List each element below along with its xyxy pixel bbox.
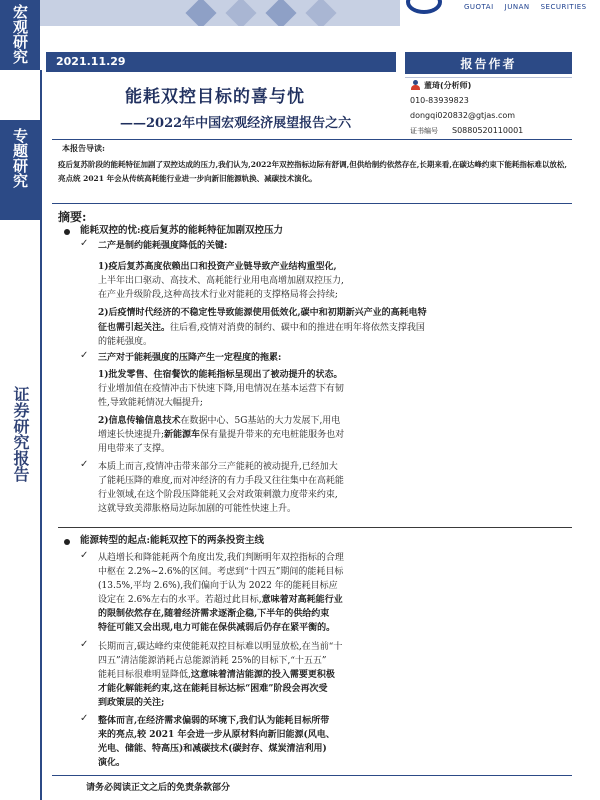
section-divider xyxy=(58,527,572,528)
paragraph-line: 行业领域,在这个阶段压降能耗又会对政策刺激力度带来约束, xyxy=(98,490,338,500)
author-divider xyxy=(405,77,572,78)
analyst-email[interactable]: dongqi020832@gtjas.com xyxy=(410,111,516,120)
company-logo xyxy=(400,0,600,16)
body-text: 往后看,疫情对消费的制约、碳中和的推进在明年将依然支撑我国的能耗强度。 xyxy=(98,322,425,347)
paragraph-line: 行业增加值在疫情冲击下快速下降,用电情况在基本运营下有韧 xyxy=(98,384,344,394)
check-icon: ✓ xyxy=(80,550,89,561)
cert-number: S0880520110001 xyxy=(452,126,524,135)
paragraph-line: 用电带来了支撑。 xyxy=(98,444,171,454)
emphasis-text: 这意味着清洁能源的投入需要更积极 xyxy=(190,670,335,680)
body-text: 增速长快速提升; xyxy=(98,430,165,440)
paragraph xyxy=(98,306,428,350)
sidebar-category-special xyxy=(0,120,40,220)
paragraph-line: 了能耗压降的难度,而对冲经济的有力手段又往往集中在高耗能 xyxy=(98,476,344,486)
sidebar-category-report xyxy=(0,360,40,490)
paragraph-line: 中枢在 2.2%~2.6%的区间。考虑到“十四五”期间的能耗目标 xyxy=(98,567,344,577)
logo-ring-icon xyxy=(406,0,442,14)
paragraph-line: 长期而言,碳达峰约束使能耗双控目标难以明显放松,在当前“十 xyxy=(98,642,343,652)
body-text: 设定在 2.6%左右的水平。若超过此目标, xyxy=(98,595,262,605)
paragraph-line: 性,导致能耗情况大幅提升; xyxy=(98,398,203,408)
paragraph-line xyxy=(98,414,340,429)
paragraph-line: 到政策层的关注; xyxy=(98,698,165,708)
abstract-title: 摘要: xyxy=(58,210,87,224)
cert-label: 证书编号 xyxy=(410,127,438,135)
check-icon: ✓ xyxy=(80,713,89,724)
emphasis-text: 意味着对高耗能行业 xyxy=(261,595,343,605)
diamond-decoration-icon xyxy=(265,0,296,26)
report-date: 2021.11.29 xyxy=(46,52,396,72)
subsection-heading: 三产对于能耗强度的压降产生一定程度的拖累: xyxy=(98,353,282,363)
section-heading: 能耗双控的忧:疫后复苏的能耗特征加剧双控压力 xyxy=(80,225,284,236)
subsection-heading: 二产是制约能耗强度降低的关键: xyxy=(98,241,228,251)
paragraph-line: 特征可能又会出现,电力可能在保供减弱后仍存在紧平衡的。 xyxy=(98,623,336,633)
logo-word: GUOTAI xyxy=(464,3,494,11)
section-heading: 能源转型的起点:能耗双控下的两条投资主线 xyxy=(80,535,265,546)
report-title: 能耗双控目标的喜与忧 xyxy=(125,87,305,107)
body-text: 保有量提升带来的充电桩能服务也对 xyxy=(200,430,345,440)
paragraph-line xyxy=(98,428,344,443)
paragraph-line: 从趋增长和降能耗两个角度出发,我们判断明年双控指标的合理 xyxy=(98,553,344,563)
author-section-header: 报告作者 xyxy=(405,52,572,74)
guide-text: 疫后复苏阶段的能耗特征加剧了双控达成的压力,我们认为,2022年双控指标边际有舒调,但供给制约依然存在,长期来看,在碳达峰约束下能耗指标难以放松,亮点统 2021 年会从传统高耗能行业进一步向新旧能源轨换、减碳技术演化。 xyxy=(58,160,568,183)
footer-rule xyxy=(52,775,572,776)
check-icon: ✓ xyxy=(80,238,89,249)
left-strip xyxy=(0,0,40,800)
paragraph-line: (13.5%,平均 2.6%),我们偏向于认为 2022 年的能耗目标应 xyxy=(98,581,338,591)
paragraph-line: 的限制依然存在,随着经济需求逐渐企稳,下半年的供给约束 xyxy=(98,609,330,619)
paragraph-line: 上半年出口驱动、高技术、高耗能行业用电高增加剧双控压力, xyxy=(98,276,344,286)
paragraph-line: 1)疫后复苏高度依赖出口和投资产业链导致产业结构重型化, xyxy=(98,262,337,272)
left-divider-line xyxy=(40,70,42,800)
header-banner xyxy=(40,0,400,26)
paragraph-line: 四五”清洁能源消耗占总能源消耗 25%的目标下,“十五五” xyxy=(98,656,327,666)
logo-word: JUNAN xyxy=(504,3,530,11)
emphasis-text: 2)后疫情时代经济的不稳定性导致能源使用低效化,碳中和初期新兴产业的高耗电特征也需引起关注。 xyxy=(98,308,427,333)
paragraph-line: 演化。 xyxy=(98,758,126,768)
logo-text xyxy=(464,3,598,11)
paragraph-line xyxy=(98,668,335,683)
emphasis-text: 2)信息传输信息技术 xyxy=(98,416,181,426)
paragraph-line: 本质上而言,疫情冲击带来部分三产能耗的被动提升,已经加大 xyxy=(98,462,338,472)
paragraph-line: 光电、储能、特高压)和减碳技术(碳封存、煤炭清洁利用) xyxy=(98,744,327,754)
paragraph-line: 这就导致美滞胀格局边际加剧的可能性快速上升。 xyxy=(98,504,297,514)
paragraph-line: 在产业升级阶段,这种高技术行业对能耗的支撑格局将会持续; xyxy=(98,290,338,300)
body-text: 在数据中心、5G基站的大力发展下,用电 xyxy=(180,416,341,426)
footer-disclaimer: 请务必阅读正文之后的免责条款部分 xyxy=(86,783,231,793)
report-subtitle: ——2022年中国宏观经济展望报告之六 xyxy=(120,116,352,131)
emphasis-text: 新能源车 xyxy=(164,430,201,440)
bullet-icon xyxy=(64,539,70,545)
analyst-name: 董琦(分析师) xyxy=(424,81,472,90)
logo-word: SECURITIES xyxy=(540,3,587,11)
check-icon: ✓ xyxy=(80,350,89,361)
bullet-icon xyxy=(64,229,70,235)
guide-title: 本报告导读: xyxy=(62,143,105,153)
paragraph-line xyxy=(98,593,343,608)
diamond-decoration-icon xyxy=(305,0,336,26)
paragraph-line: 1)批发零售、住宿餐饮的能耗指标呈现出了被动提升的状态。 xyxy=(98,370,343,380)
guide-bottom-rule xyxy=(52,203,572,204)
guide-top-rule xyxy=(52,139,572,140)
paragraph-line: 才能化解能耗约束,这在能耗目标达标“困难”阶段会再次受 xyxy=(98,684,328,694)
paragraph-line: 整体而言,在经济需求偏弱的环境下,我们认为能耗目标所带 xyxy=(98,716,330,726)
check-icon: ✓ xyxy=(80,459,89,470)
paragraph-line: 来的亮点,较 2021 年会进一步从原材料向新旧能源(风电、 xyxy=(98,730,335,740)
person-icon xyxy=(410,80,420,90)
body-text: 能耗目标很难明显降低, xyxy=(98,670,191,680)
sidebar-category-macro xyxy=(0,0,40,70)
analyst-phone: 010-83939823 xyxy=(410,96,469,105)
sidebar-label: 专题研究 xyxy=(11,128,29,188)
sidebar-label: 证券研究报告 xyxy=(11,386,30,482)
diamond-decoration-icon xyxy=(225,0,256,26)
sidebar-label: 宏观研究 xyxy=(11,4,29,64)
check-icon: ✓ xyxy=(80,639,89,650)
diamond-decoration-icon xyxy=(185,0,216,26)
